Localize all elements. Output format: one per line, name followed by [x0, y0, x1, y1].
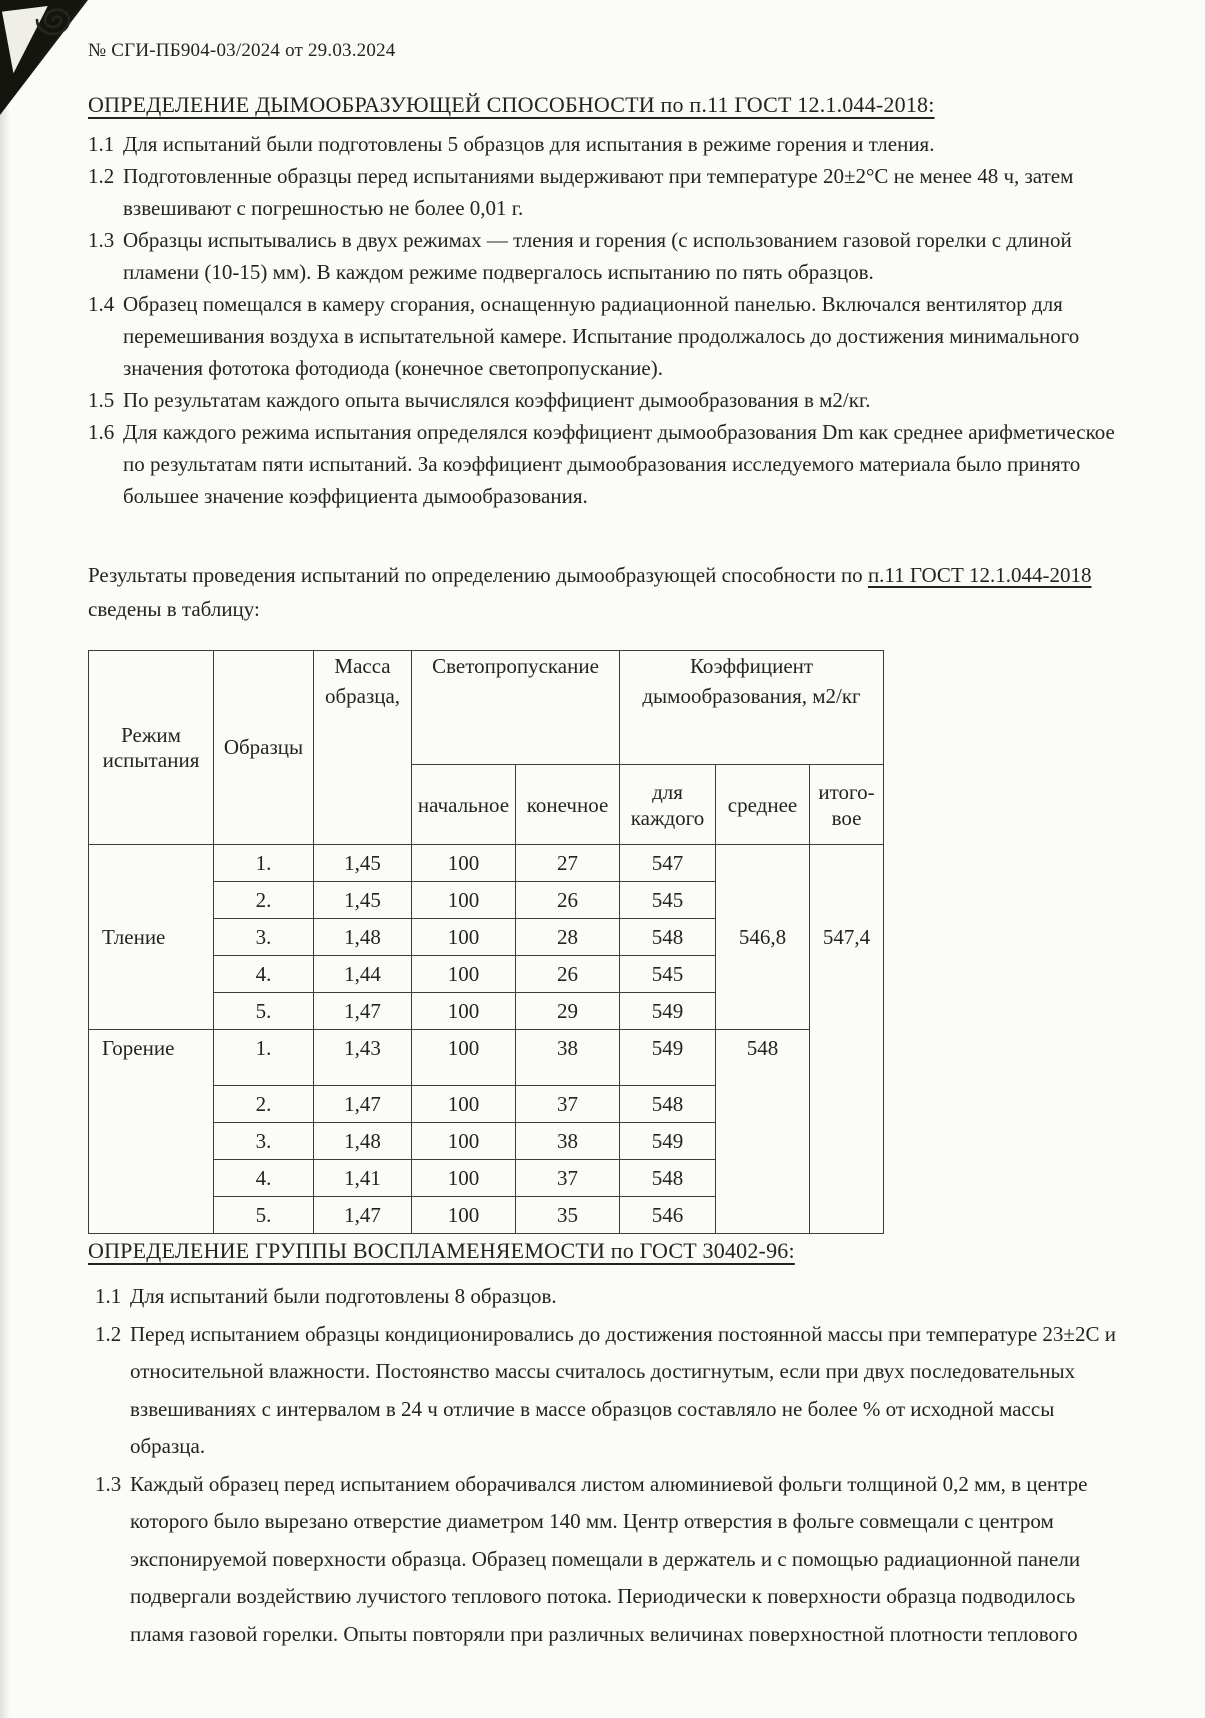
clause: [95, 1466, 1129, 1654]
light-initial: 100: [412, 1086, 516, 1123]
sample-no: 5.: [214, 1197, 314, 1234]
mass: 1,44: [314, 956, 412, 993]
header-mode: Режим испытания: [89, 651, 214, 845]
mass: 1,48: [314, 1123, 412, 1160]
clause-text: Образец помещался в камеру сгорания, оснащенную радиационной панелью. Включался вентилятор для перемешивания воздуха в испытательной камере. Испытание продолжалось до достижения минимального значения фототока фотодиода (конечное светопропускание).: [123, 292, 1080, 380]
clause-number: 1.2: [95, 1321, 122, 1346]
light-final: 35: [516, 1197, 620, 1234]
section1-title: ОПРЕДЕЛЕНИЕ ДЫМООБРАЗУЮЩЕЙ СПОСОБНОСТИ по п.11 ГОСТ 12.1.044-2018:: [88, 92, 935, 117]
clause-number: 1.2: [88, 164, 115, 188]
results-intro-post: сведены в таблицу:: [88, 597, 260, 621]
section2-title: ОПРЕДЕЛЕНИЕ ГРУППЫ ВОСПЛАМЕНЯЕМОСТИ по ГОСТ 30402-96:: [88, 1238, 795, 1263]
clause-number: 1.3: [95, 1471, 122, 1496]
header-smoke-coefficient: Коэффициент дымообразования, м2/кг: [620, 651, 884, 765]
light-final: 38: [516, 1030, 620, 1086]
coeff-each: 545: [620, 956, 716, 993]
clause: [88, 384, 1129, 416]
mode-label: Горение: [89, 1030, 214, 1234]
clause: [88, 160, 1129, 224]
header-samples: Образцы: [214, 651, 314, 845]
clause-text: Подготовленные образцы перед испытаниями выдерживают при температуре 20±2°С не менее 48 ч, затем взвешивают с погрешностью не более 0,01 г.: [123, 164, 1074, 220]
mass: 1,45: [314, 882, 412, 919]
clause-number: 1.3: [88, 228, 115, 252]
mass: 1,43: [314, 1030, 412, 1086]
results-intro-reference: п.11 ГОСТ 12.1.044-2018: [867, 563, 1092, 587]
light-final: 38: [516, 1123, 620, 1160]
clause: [88, 128, 1129, 160]
coeff-each: 548: [620, 919, 716, 956]
clause: [95, 1316, 1129, 1466]
light-final: 37: [516, 1160, 620, 1197]
coeff-each: 549: [620, 993, 716, 1030]
coeff-average: 548: [716, 1030, 810, 1234]
table-row: [89, 845, 884, 882]
light-initial: 100: [412, 1030, 516, 1086]
header-mass: Масса образца,: [314, 651, 412, 845]
light-initial: 100: [412, 956, 516, 993]
light-final: 27: [516, 845, 620, 882]
mass: 1,47: [314, 993, 412, 1030]
clause-number: 1.6: [88, 420, 115, 444]
mass: 1,47: [314, 1197, 412, 1234]
sample-no: 1.: [214, 1030, 314, 1086]
header-initial: начальное: [412, 765, 516, 845]
clause-number: 1.1: [88, 132, 115, 156]
clause-number: 1.4: [88, 292, 115, 316]
light-final: 37: [516, 1086, 620, 1123]
results-intro-pre: Результаты проведения испытаний по определению дымообразующей способности по: [88, 563, 868, 587]
light-final: 26: [516, 956, 620, 993]
light-initial: 100: [412, 1123, 516, 1160]
header-light-transmission: Светопропускание: [412, 651, 620, 765]
mass: 1,41: [314, 1160, 412, 1197]
clause-number: 1.1: [95, 1284, 122, 1308]
clause-text: Образцы испытывались в двух режимах — тления и горения (с использованием газовой горелки с длиной пламени (10-15) мм). В каждом режиме подвергалось испытанию по пять образцов.: [123, 228, 1072, 284]
light-initial: 100: [412, 1160, 516, 1197]
sample-no: 3.: [214, 919, 314, 956]
light-final: 28: [516, 919, 620, 956]
coeff-each: 548: [620, 1086, 716, 1123]
sample-no: 2.: [214, 882, 314, 919]
clause-text: Каждый образец перед испытанием оборачивался листом алюминиевой фольги толщиной 0,2 мм, в центре которого было вырезано отверстие диаметром 140 мм. Центр отверстия в фольге совмещали с центром экспонируемой поверхности образца. Образец помещали в держатель и с помощью радиационной панели подвергали воздействию лучистого теплового потока. Периодически к поверхности образца подводилось пламя газовой горелки. Опыты повторяли при различных величинах поверхностной плотности теплового: [130, 1471, 1088, 1646]
results-intro: [88, 558, 1129, 626]
clause: [95, 1278, 1129, 1316]
coeff-each: 545: [620, 882, 716, 919]
sample-no: 4.: [214, 1160, 314, 1197]
header-average: среднее: [716, 765, 810, 845]
clause-text: Для испытаний были подготовлены 8 образцов.: [130, 1284, 557, 1308]
sample-no: 3.: [214, 1123, 314, 1160]
coeff-total: 547,4: [810, 845, 884, 1234]
page-corner-fold: [0, 0, 120, 130]
document-number: № СГИ-ПБ904-03/2024 от 29.03.2024: [88, 40, 396, 61]
coeff-each: 546: [620, 1197, 716, 1234]
light-final: 29: [516, 993, 620, 1030]
mode-label: Тление: [89, 845, 214, 1030]
clause-text: Перед испытанием образцы кондиционировались до достижения постоянной массы при температуре 23±2С и относительной влажности. Постоянство массы считалось достигнутым, если при двух последовательных взвешиваниях с интервалом в 24 ч отличие в массе образцов составляло не более % от исходной массы образца.: [130, 1321, 1116, 1458]
sample-no: 2.: [214, 1086, 314, 1123]
coeff-each: 549: [620, 1030, 716, 1086]
table-row: [89, 1030, 884, 1086]
coeff-average: 546,8: [716, 845, 810, 1030]
header-total: итого-вое: [810, 765, 884, 845]
header-each: для каждого: [620, 765, 716, 845]
spiral-scribble-icon: [30, 1, 76, 43]
light-initial: 100: [412, 845, 516, 882]
results-table: [88, 650, 884, 1234]
section2-clauses: [88, 1278, 1129, 1653]
sample-no: 5.: [214, 993, 314, 1030]
section1-clauses: [88, 128, 1129, 512]
clause-text: По результатам каждого опыта вычислялся коэффициент дымообразования в м2/кг.: [123, 388, 871, 412]
light-initial: 100: [412, 882, 516, 919]
light-initial: 100: [412, 1197, 516, 1234]
light-initial: 100: [412, 993, 516, 1030]
clause-number: 1.5: [88, 388, 115, 412]
mass: 1,45: [314, 845, 412, 882]
mass: 1,48: [314, 919, 412, 956]
sample-no: 4.: [214, 956, 314, 993]
mass: 1,47: [314, 1086, 412, 1123]
clause-text: Для каждого режима испытания определялся коэффициент дымообразования Dm как среднее арифметическое по результатам пяти испытаний. За коэффициент дымообразования исследуемого материала было принято большее значение коэффициента дымообразования.: [123, 420, 1115, 508]
header-final: конечное: [516, 765, 620, 845]
coeff-each: 548: [620, 1160, 716, 1197]
sample-no: 1.: [214, 845, 314, 882]
clause-text: Для испытаний были подготовлены 5 образцов для испытания в режиме горения и тления.: [123, 132, 935, 156]
clause: [88, 416, 1129, 512]
coeff-each: 547: [620, 845, 716, 882]
table-header-row: [89, 651, 884, 765]
clause: [88, 224, 1129, 288]
light-final: 26: [516, 882, 620, 919]
light-initial: 100: [412, 919, 516, 956]
coeff-each: 549: [620, 1123, 716, 1160]
clause: [88, 288, 1129, 384]
